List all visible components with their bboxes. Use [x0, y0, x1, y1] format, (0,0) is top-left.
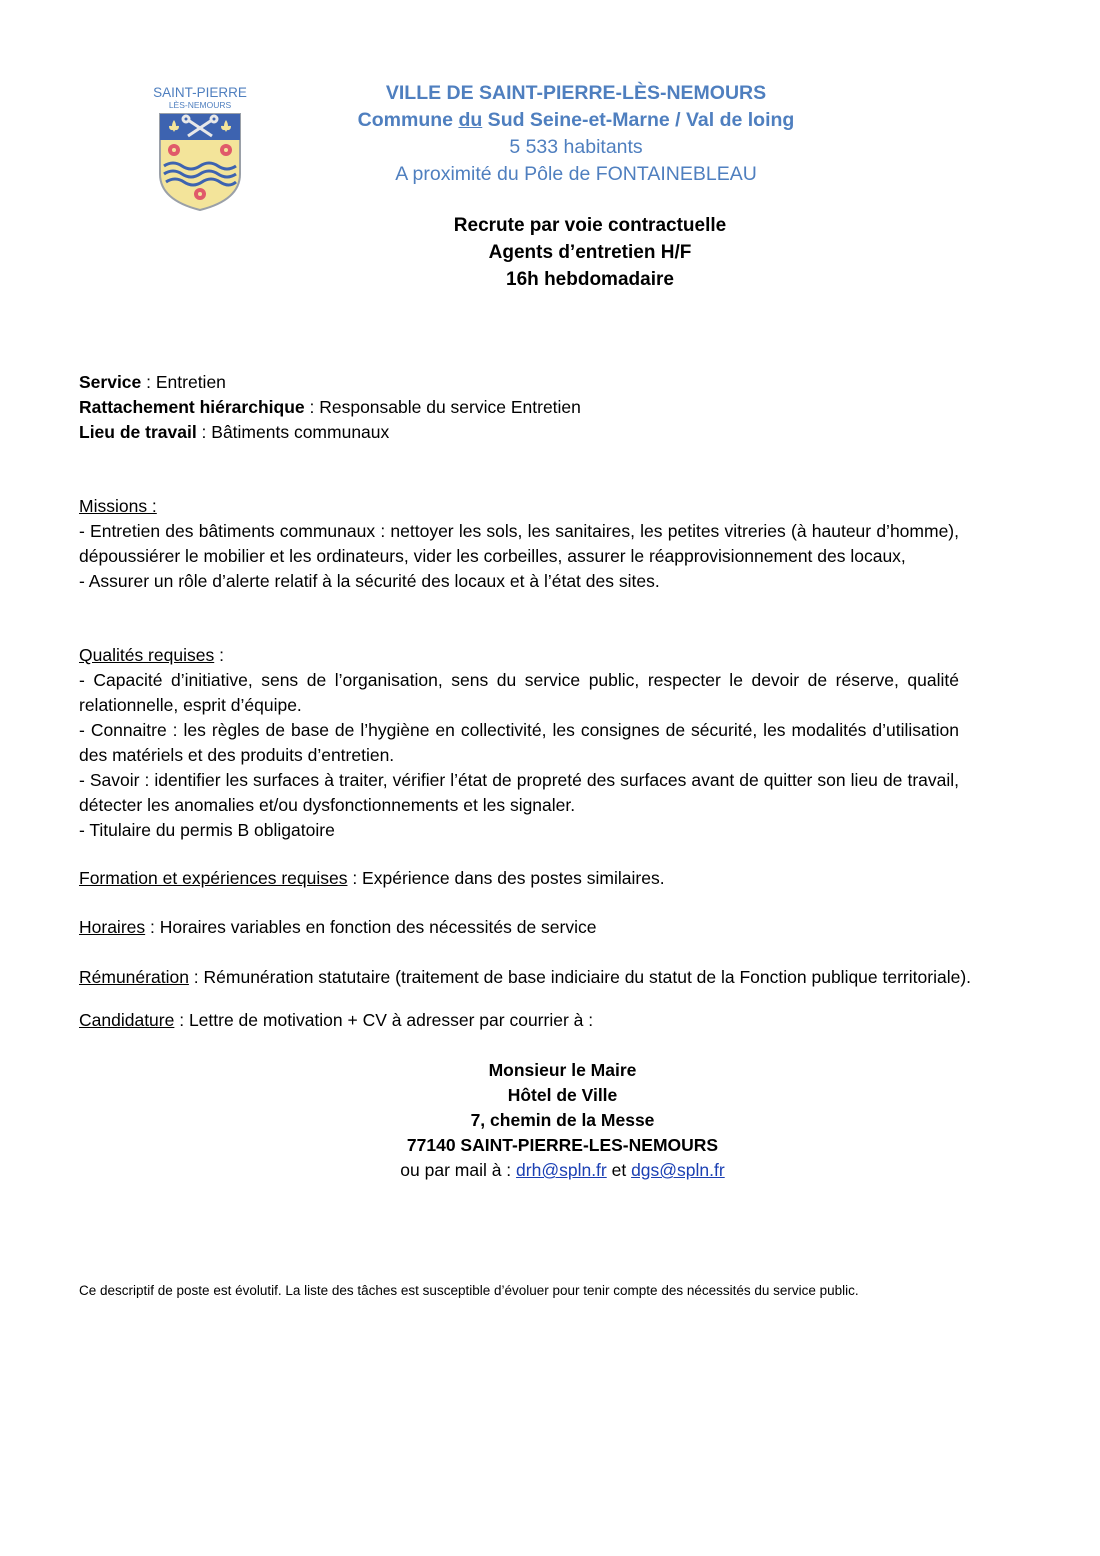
candidature-line [79, 1008, 959, 1033]
qualites-item: - Capacité d’initiative, sens de l’organisation, sens du service public, respecter le devoir de réserve, qualité relationnelle, esprit d’équipe. [79, 670, 959, 715]
qualites-heading: Qualités requises [79, 645, 215, 665]
qualites-heading-line [79, 643, 959, 668]
mail-link-dgs[interactable]: dgs@spln.fr [631, 1160, 725, 1180]
qualites-item: - Connaitre : les règles de base de l’hygiène en collectivité, les consignes de sécurité, les modalités d’utilisation des matériels et des produits d’entretien. [79, 720, 959, 765]
logo-text-line1: SAINT-PIERRE [153, 85, 247, 100]
service-label: Service [79, 372, 142, 392]
formation-heading: Formation et expériences requises [79, 868, 348, 888]
population: 5 533 habitants [509, 136, 643, 158]
mail-link-drh[interactable]: drh@spln.fr [516, 1160, 607, 1180]
lieu-label: Lieu de travail [79, 422, 197, 442]
address-line3: 7, chemin de la Messe [470, 1110, 655, 1130]
formation-value: : Expérience dans des postes similaires. [347, 868, 665, 888]
qualites-item: - Titulaire du permis B obligatoire [79, 820, 335, 840]
qualites-heading-suffix: : [214, 645, 224, 665]
missions-item: - Entretien des bâtiments communaux : nettoyer les sols, les sanitaires, les petites vitreries (à hauteur d’homme), dépoussiérer le mobilier et les ordinateurs, vider les corbeilles, assurer le réapprovisionnement des locaux, [79, 521, 959, 566]
proximity: A proximité du Pôle de FONTAINEBLEAU [395, 163, 757, 185]
horaires-value: : Horaires variables en fonction des nécessités de service [145, 917, 597, 937]
candidature-heading: Candidature [79, 1010, 175, 1030]
service-info [79, 370, 959, 445]
commune-pre: Commune [357, 109, 459, 131]
commune-du: du [458, 109, 483, 131]
mail-separator: et [606, 1160, 632, 1180]
remuneration-value: : Rémunération statutaire (traitement de base indiciaire du statut de la Fonction publique territoriale). [188, 967, 972, 987]
commune-line [300, 107, 852, 134]
address-line1: Monsieur le Maire [488, 1060, 637, 1080]
city-title: VILLE DE SAINT-PIERRE-LÈS-NEMOURS [385, 82, 767, 104]
rattachement-line [79, 395, 959, 420]
footnote: Ce descriptif de poste est évolutif. La liste des tâches est susceptible d’évoluer pour tenir compte des nécessités du service public. [79, 1283, 859, 1298]
commune-post: Sud Seine-et-Marne / Val de loing [482, 109, 795, 131]
service-line [79, 370, 959, 395]
missions-item: - Assurer un rôle d’alerte relatif à la sécurité des locaux et à l’état des sites. [79, 571, 660, 591]
horaires-line [79, 915, 959, 940]
coat-of-arms-icon [152, 82, 248, 214]
recruit-line3: 16h hebdomadaire [506, 269, 674, 290]
lieu-value: : Bâtiments communaux [196, 422, 390, 442]
mail-line [300, 1158, 825, 1183]
address-block [300, 1058, 825, 1183]
header-block [300, 80, 852, 188]
remuneration-line [79, 965, 1079, 990]
recruit-block [400, 212, 780, 293]
qualites-section [79, 643, 959, 843]
remuneration-heading: Rémunération [79, 967, 189, 987]
address-line2: Hôtel de Ville [507, 1085, 618, 1105]
missions-section [79, 494, 959, 594]
recruit-line1: Recrute par voie contractuelle [453, 215, 727, 236]
logo-text-line2: LÈS-NEMOURS [168, 100, 232, 110]
formation-line [79, 866, 959, 891]
rattachement-value: : Responsable du service Entretien [304, 397, 581, 417]
lieu-line [79, 420, 959, 445]
city-logo [152, 82, 248, 214]
candidature-value: : Lettre de motivation + CV à adresser par courrier à : [174, 1010, 594, 1030]
qualites-item: - Savoir : identifier les surfaces à traiter, vérifier l’état de propreté des surfaces avant de quitter son lieu de travail, détecter les anomalies et/ou dysfonctionnements et les signaler. [79, 770, 959, 815]
missions-heading: Missions : [79, 496, 157, 516]
recruit-line2: Agents d’entretien H/F [488, 242, 692, 263]
horaires-heading: Horaires [79, 917, 146, 937]
service-value: : Entretien [141, 372, 226, 392]
mail-prefix: ou par mail à : [400, 1160, 517, 1180]
address-line4: 77140 SAINT-PIERRE-LES-NEMOURS [406, 1135, 719, 1155]
rattachement-label: Rattachement hiérarchique [79, 397, 305, 417]
